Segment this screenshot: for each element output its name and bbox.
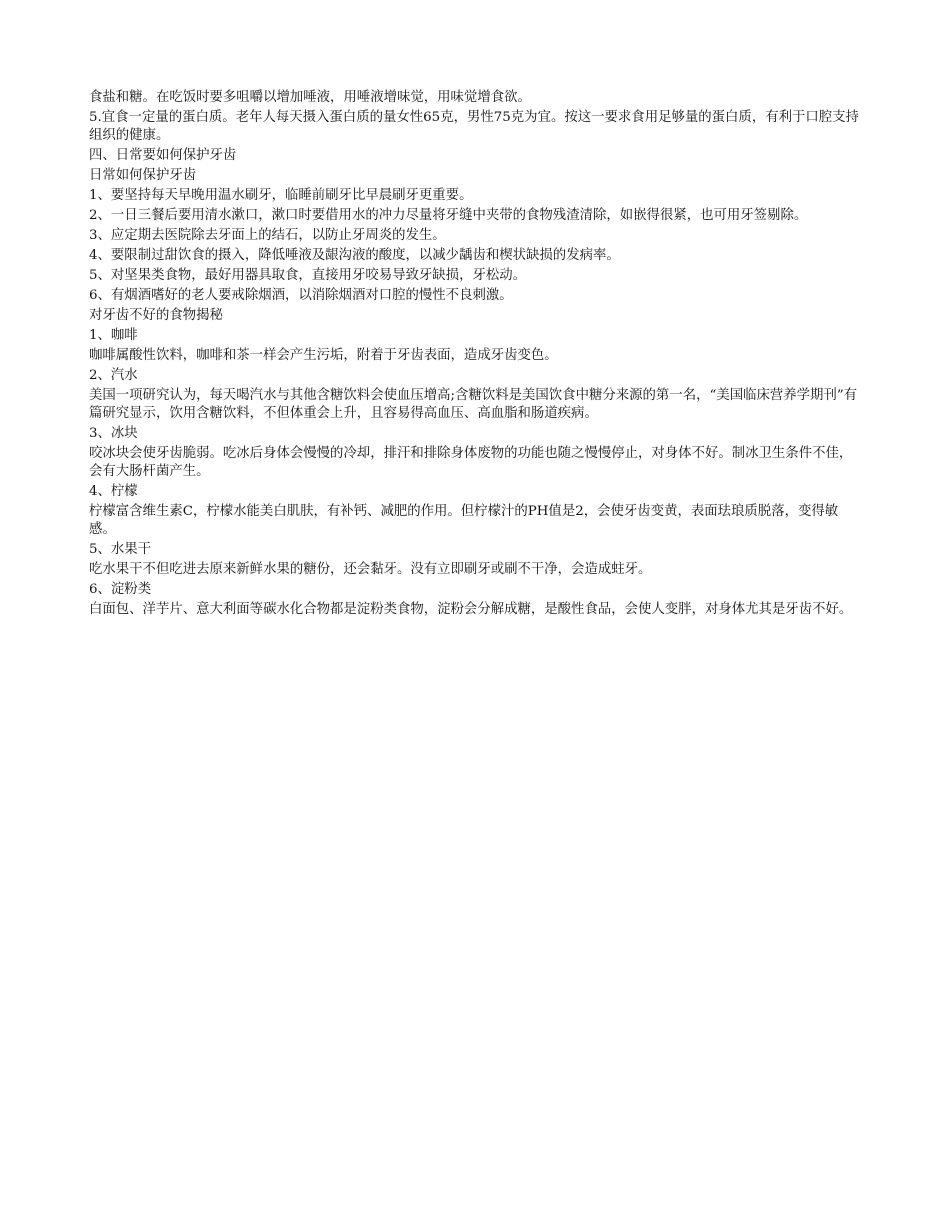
list-item-nuts: 5、对坚果类食物，最好用器具取食，直接用牙咬易导致牙缺损，牙松动。 bbox=[89, 268, 527, 283]
list-item-sweets: 4、要限制过甜饮食的摄入，降低唾液及龈沟液的酸度，以减少龋齿和楔状缺损的发病率。 bbox=[89, 248, 620, 263]
food-text-starch: 白面包、洋芋片、意大利面等碳水化合物都是淀粉类食物，淀粉会分解成糖，是酸性食品，会使人变胖，对身体尤其是牙齿不好。 bbox=[89, 602, 853, 617]
food-text-coffee: 咖啡属酸性饮料，咖啡和茶一样会产生污垢，附着于牙齿表面，造成牙齿变色。 bbox=[89, 348, 558, 363]
list-item-rinsing: 2、一日三餐后要用清水漱口，漱口时要借用水的冲力尽量将牙缝中夹带的食物残渣清除，如嵌得很紧，也可用牙签剔除。 bbox=[89, 208, 808, 223]
document-body bbox=[89, 89, 864, 621]
food-heading-ice: 3、冰块 bbox=[89, 426, 138, 441]
food-text-ice: 咬冰块会使牙齿脆弱。吃冰后身体会慢慢的冷却，排汗和排除身体废物的功能也随之慢慢停止，对身体不好。制冰卫生条件不佳，会有大肠杆菌产生。 bbox=[89, 446, 853, 479]
food-text-dried-fruit: 吃水果干不但吃进去原来新鲜水果的糖份，还会黏牙。没有立即刷牙或刷不干净，会造成蛀牙。 bbox=[89, 562, 652, 577]
food-heading-soda: 2、汽水 bbox=[89, 368, 138, 383]
subheading-daily-care: 日常如何保护牙齿 bbox=[89, 168, 197, 183]
list-item-smoking: 6、有烟酒嗜好的老人要戒除烟酒，以消除烟酒对口腔的慢性不良刺激。 bbox=[89, 288, 513, 303]
subheading-bad-foods: 对牙齿不好的食物揭秘 bbox=[89, 308, 223, 323]
paragraph-salt-sugar: 食盐和糖。在吃饭时要多咀嚼以增加唾液，用唾液增味觉，用味觉增食欲。 bbox=[89, 90, 531, 105]
food-heading-starch: 6、淀粉类 bbox=[89, 582, 152, 597]
section-heading-protect-teeth: 四、日常要如何保护牙齿 bbox=[89, 148, 237, 163]
food-heading-coffee: 1、咖啡 bbox=[89, 328, 138, 343]
paragraph-protein: 5.宜食一定量的蛋白质。老年人每天摄入蛋白质的量女性65克，男性75克为宜。按这一要求食用足够量的蛋白质，有利于口腔支持组织的健康。 bbox=[89, 110, 859, 143]
food-text-lemon: 柠檬富含维生素C，柠檬水能美白肌肤，有补钙、减肥的作用。但柠檬汁的PH值是2，会使牙齿变黄，表面珐琅质脱落，变得敏感。 bbox=[89, 504, 839, 537]
food-heading-dried-fruit: 5、水果干 bbox=[89, 542, 152, 557]
list-item-brushing: 1、要坚持每天早晚用温水刷牙，临睡前刷牙比早晨刷牙更重要。 bbox=[89, 188, 473, 203]
food-heading-lemon: 4、柠檬 bbox=[89, 484, 138, 499]
food-text-soda: 美国一项研究认为，每天喝汽水与其他含糖饮料会使血压增高;含糖饮料是美国饮食中糖分来源的第一名，“美国临床营养学期刊”有篇研究显示，饮用含糖饮料，不但体重会上升，且容易得高血压、高血脂和肠道疾病。 bbox=[89, 388, 858, 421]
list-item-tartar: 3、应定期去医院除去牙面上的结石，以防止牙周炎的发生。 bbox=[89, 228, 446, 243]
